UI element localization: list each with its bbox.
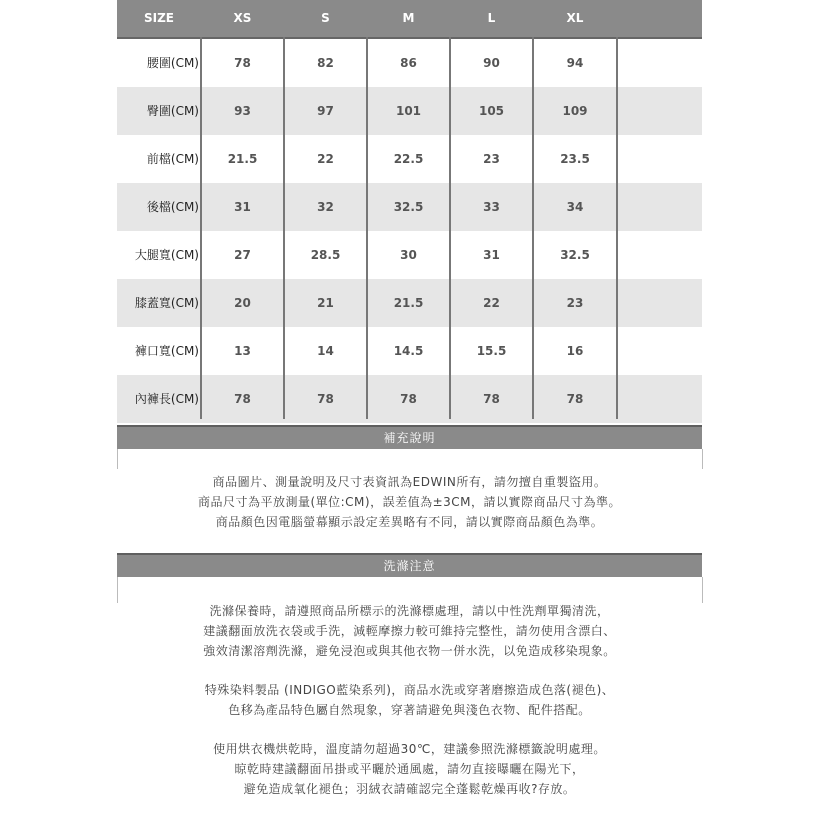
cell-value: 22 [317,152,334,166]
cell-value: 78 [234,392,251,406]
size-header-l: L [487,11,496,25]
cell-value: 34 [566,200,584,214]
section-edge-line [117,449,118,469]
row-label: 前檔(CM) [146,152,199,166]
washing-line: 色移為產品特色屬自然現象，穿著請避免與淺色衣物、配件搭配。 [228,703,591,717]
cell-value: 15.5 [476,344,507,358]
cell-value: 13 [234,344,251,358]
cell-value: 32.5 [560,248,590,262]
washing-text [117,601,702,799]
size-header-xl: XL [566,11,584,25]
cell-value: 31 [234,200,251,214]
paragraph-gap [117,661,702,680]
table-row-front-rise [117,135,702,183]
cell-value: 94 [566,56,584,70]
table-row-hip [117,87,702,135]
row-label: 膝蓋寬(CM) [134,296,199,310]
cell-value: 78 [317,392,334,406]
grid-line [616,37,618,419]
cell-value: 22.5 [393,152,424,166]
size-table-header [117,0,702,39]
size-header-xs: XS [233,11,252,25]
supplement-line: 商品尺寸為平放測量(單位:CM)，誤差值為±3CM，請以實際商品尺寸為準。 [197,495,622,509]
cell-value: 93 [234,104,251,118]
washing-line: 強效清潔溶劑洗滌，避免浸泡或與其他衣物一併水洗，以免造成移染現象。 [203,644,616,658]
size-table [117,0,702,423]
washing-line: 晾乾時建議翻面吊掛或平曬於通風處，請勿直接曝曬在陽光下， [234,762,585,776]
table-row-leg-opening [117,327,702,375]
washing-title: 洗滌注意 [383,559,436,573]
cell-value: 23 [483,152,500,166]
washing-title-bar [117,553,702,577]
cell-value: 78 [234,56,251,70]
section-edge-line [702,449,703,469]
washing-line: 建議翻面放洗衣袋或手洗，減輕摩擦力較可維持完整性，請勿使用含漂白、 [203,624,616,638]
cell-value: 33 [483,200,500,214]
row-label: 臀圍(CM) [146,104,199,118]
cell-value: 23.5 [560,152,590,166]
cell-value: 14 [317,344,334,358]
supplement-title: 補充說明 [383,431,436,445]
cell-value: 20 [234,296,251,310]
table-row-back-rise [117,183,702,231]
table-row-thigh [117,231,702,279]
row-label: 腰圍(CM) [146,56,199,70]
cell-value: 28.5 [310,248,341,262]
grid-line [449,37,451,419]
washing-line: 洗滌保養時，請遵照商品所標示的洗滌標處理，請以中性洗劑單獨清洗， [209,604,610,618]
cell-value: 109 [562,104,588,118]
cell-value: 14.5 [393,344,424,358]
cell-value: 78 [566,392,584,406]
cell-value: 21.5 [393,296,424,310]
supplement-line: 商品顏色因電腦螢幕顯示設定差異略有不同，請以實際商品顏色為準。 [215,515,604,529]
grid-line [200,37,202,419]
cell-value: 78 [400,392,417,406]
paragraph-gap [117,720,702,739]
cell-value: 16 [566,344,584,358]
washing-line: 特殊染料製品 (INDIGO藍染系列)，商品水洗或穿著磨擦造成色落(褪色)、 [204,683,615,697]
row-label: 褲口寬(CM) [134,344,199,358]
cell-value: 82 [317,56,334,70]
supplement-line: 商品圖片、測量說明及尺寸表資訊為EDWIN所有，請勿擅自重製盜用。 [212,475,607,489]
row-label: 大腿寬(CM) [134,248,199,262]
cell-value: 23 [566,296,584,310]
grid-line [366,37,368,419]
size-header-m: M [402,11,415,25]
table-row-inseam [117,375,702,423]
cell-value: 31 [483,248,500,262]
table-row-knee [117,279,702,327]
washing-line: 避免造成氧化褪色；羽絨衣請確認完全蓬鬆乾燥再收?存放。 [243,782,576,796]
size-table-body [117,39,702,423]
cell-value: 32.5 [393,200,424,214]
table-row-waist [117,39,702,87]
washing-line: 使用烘衣機烘乾時，溫度請勿超過30℃，建議參照洗滌標籤說明處理。 [213,742,606,756]
supplement-title-bar [117,425,702,449]
cell-value: 86 [400,56,417,70]
cell-value: 97 [317,104,334,118]
supplement-text [117,472,702,532]
cell-value: 105 [478,104,505,118]
cell-value: 101 [395,104,422,118]
row-label: 內褲長(CM) [134,392,199,406]
cell-value: 21 [317,296,334,310]
cell-value: 21.5 [227,152,258,166]
cell-value: 32 [317,200,334,214]
cell-value: 78 [483,392,500,406]
cell-value: 22 [483,296,500,310]
cell-value: 30 [400,248,417,262]
cell-value: 90 [483,56,500,70]
grid-line [283,37,285,419]
size-header-s: S [321,11,330,25]
size-header-label: SIZE [143,11,174,25]
row-label: 後檔(CM) [146,200,199,214]
section-edge-line [702,577,703,603]
grid-line [532,37,534,419]
section-edge-line [117,577,118,603]
cell-value: 27 [234,248,251,262]
